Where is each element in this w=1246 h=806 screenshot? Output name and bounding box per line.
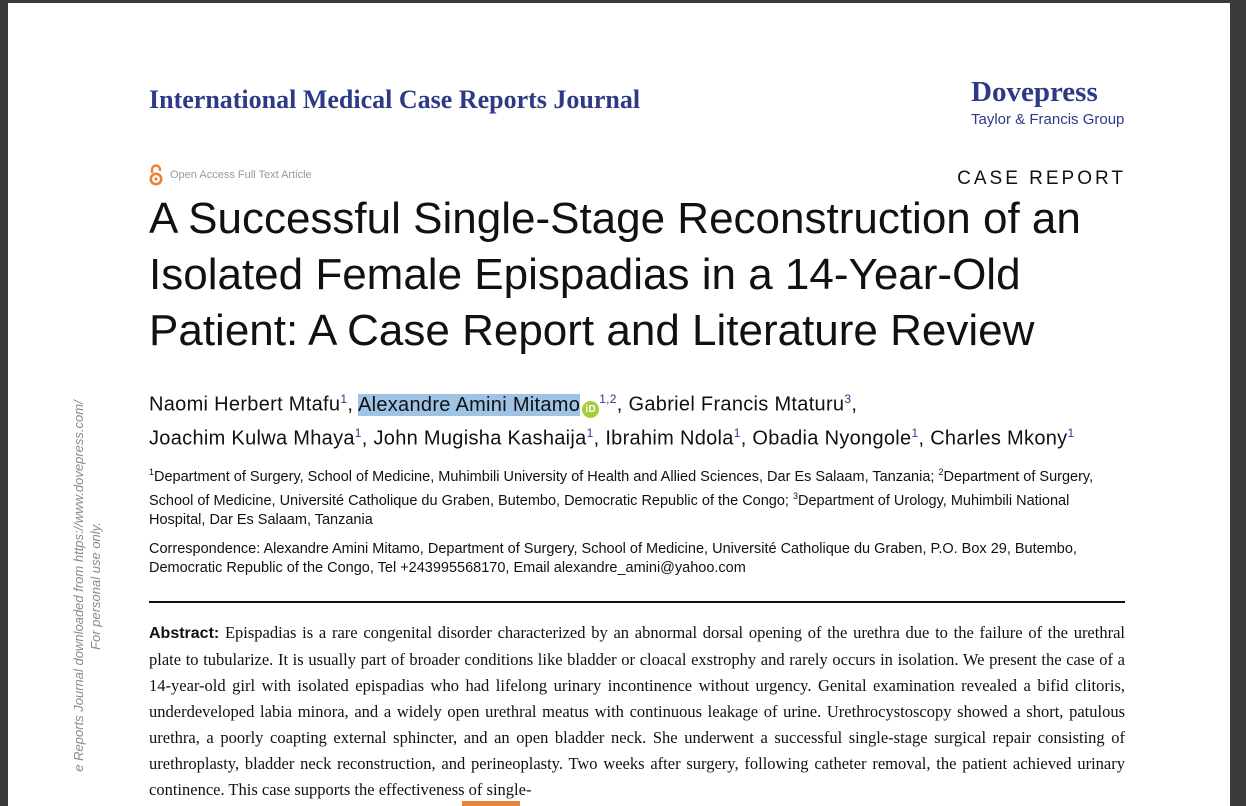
- journal-title: International Medical Case Reports Journal: [149, 85, 641, 114]
- publisher-subtitle: Taylor & Francis Group: [971, 111, 1125, 128]
- abstract-label: Abstract:: [149, 625, 220, 642]
- article-type: CASE REPORT: [957, 168, 1126, 189]
- download-notice: [70, 366, 104, 806]
- download-notice-line: e Reports Journal downloaded from https://www.dovepress.com/: [71, 400, 86, 772]
- author-list: Naomi Herbert Mtafu$^1$, Alexandre Amini Mitamo iD$^{1,2}$, Gabriel Francis Mtaturu$^3$, Joachim Kulwa Mhaya$^1$, John Mugisha Kashaija$^1$, Ibrahim Ndola$^1$, Obadia Nyongole$^1$, Charles Mkony$^1$: [149, 392, 1075, 450]
- author-affil-sup: 1: [733, 425, 741, 440]
- author-name[interactable]: Obadia Nyongole: [752, 427, 912, 450]
- author-name[interactable]: Ibrahim Ndola: [605, 427, 734, 450]
- affiliation-text: Department of Surgery, School of Medicine, Muhimbili University of Health and Allied Sciences, Dar Es Salaam, Tanzania;: [154, 468, 939, 485]
- author-affil-sup: 1: [1067, 425, 1075, 440]
- affiliation-text: Department of Surgery, School of Medicine, Université Catholique du Graben, Butembo, Democratic Republic of the Congo;: [149, 468, 1094, 509]
- author-name-highlighted[interactable]: Alexandre Amini Mitamo: [357, 393, 581, 416]
- affiliation-text: Department of Urology, Muhimbili National Hospital, Dar Es Salaam, Tanzania: [149, 492, 1070, 528]
- open-access-icon: [148, 164, 164, 186]
- author-name[interactable]: Naomi Herbert Mtafu: [149, 393, 341, 416]
- author-name[interactable]: Charles Mkony: [930, 427, 1068, 450]
- affil-sup: 2: [938, 467, 944, 477]
- bottom-accent: [462, 801, 520, 806]
- author-affil-sup: 3: [844, 392, 852, 406]
- correspondence: Correspondence: Alexandre Amini Mitamo, Department of Surgery, School of Medicine, Université Catholique du Graben, P.O. Box 29, Butembo, Democratic Republic of the Congo, Tel +243995568170, Email alexandre_amini@yahoo.com: [149, 541, 1077, 576]
- download-notice-line: For personal use only.: [88, 522, 103, 650]
- affiliations: [149, 463, 1129, 530]
- author-affil-sup: 1: [586, 425, 594, 440]
- abstract: [149, 620, 1125, 803]
- abstract-text: Epispadias is a rare congenital disorder characterized by an abnormal dorsal opening of the urethra due to the failure of the urethral plate to tubularize. It is usually part of broader conditions like bladder or cloacal exstrophy and rarely occurs in isolation. We present the case of a 14-year-old girl with isolated epispadias who had lifelong urinary incontinence without urgency. Genital examination revealed a bifid clitoris, underdeveloped labia minora, and a widely open urethral meatus with continuous leakage of urine. Urethrocystoscopy showed a short, patulous urethra, a poorly coapting external sphincter, and an open bladder neck. She underwent a successful single-stage surgical repair consisting of urethroplasty, bladder neck reconstruction, and perineoplasty. Two weeks after surgery, following catheter removal, the patient achieved urinary continence. This case supports the effectiveness of single-: [149, 623, 1125, 799]
- author-affil-sup: 1: [354, 425, 362, 440]
- open-access-badge: [148, 164, 312, 186]
- author-name[interactable]: Joachim Kulwa Mhaya: [149, 427, 355, 450]
- author-affil-sup: 1,2: [599, 392, 617, 406]
- pdf-page: [8, 3, 1230, 806]
- publisher-logo: Dovepress: [971, 76, 1098, 108]
- section-divider: [149, 601, 1125, 603]
- author-name[interactable]: Gabriel Francis Mtaturu: [628, 393, 845, 416]
- author-affil-sup: 1: [340, 392, 348, 406]
- article-title: A Successful Single-Stage Reconstruction of an Isolated Female Epispadias in a 14-Year-Old Patient: A Case Report and Literature Review: [149, 194, 1081, 355]
- orcid-icon[interactable]: iD: [582, 401, 599, 418]
- affil-sup: 1: [149, 467, 155, 477]
- affil-sup: 3: [792, 490, 798, 501]
- author-affil-sup: 1: [911, 425, 919, 440]
- author-name[interactable]: John Mugisha Kashaija: [373, 427, 587, 450]
- open-access-label: Open Access Full Text Article: [170, 169, 312, 181]
